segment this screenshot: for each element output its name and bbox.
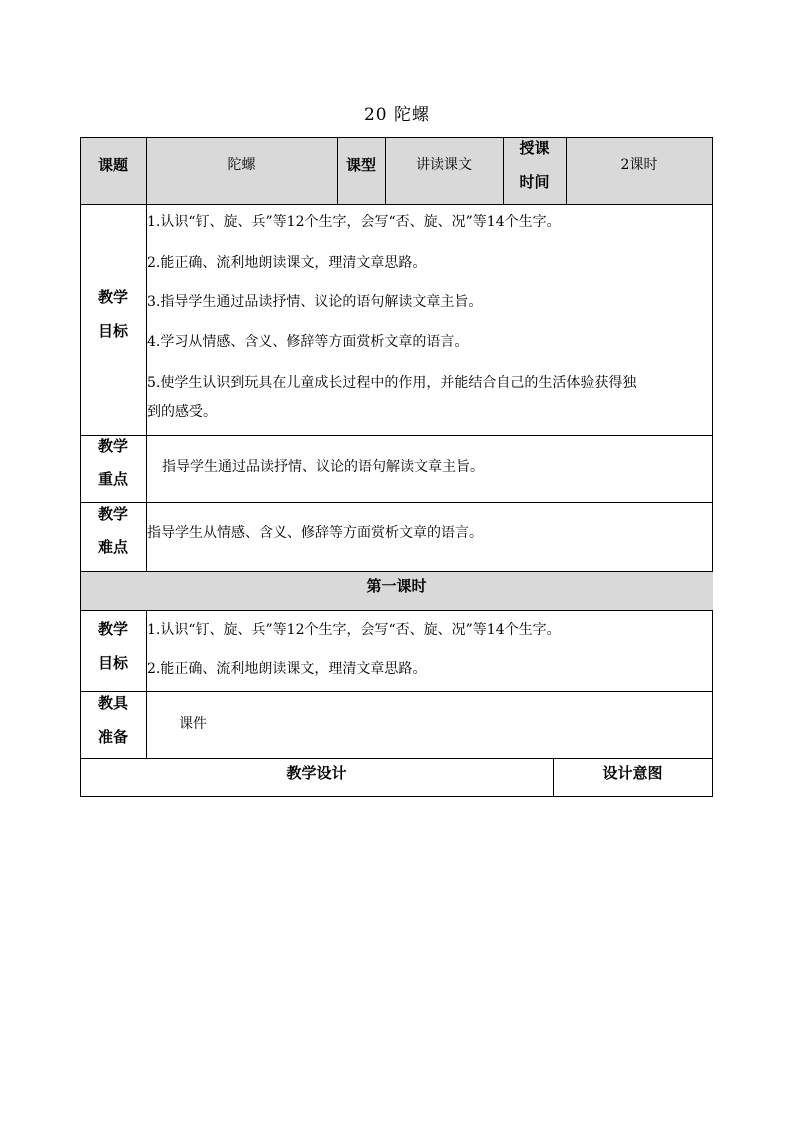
time-label-1: 授课 bbox=[519, 139, 550, 157]
difficulties-label-2: 难点 bbox=[97, 538, 128, 556]
table-border bbox=[712, 137, 713, 571]
type-label: 课型 bbox=[345, 156, 376, 174]
objective-item-2: 2.能正确、流利地朗读课文，理清文章思路。 bbox=[147, 255, 427, 271]
table-border bbox=[80, 204, 713, 205]
key-points-label-2: 重点 bbox=[97, 470, 128, 488]
lesson-objectives-label-2: 目标 bbox=[97, 654, 128, 672]
table-border bbox=[80, 502, 713, 503]
first-lesson-heading: 第一课时 bbox=[366, 577, 427, 595]
tools-value: 课件 bbox=[179, 716, 207, 732]
table-border bbox=[712, 610, 713, 797]
lesson-objective-item-1: 1.认识“钉、旋、兵”等12个生字，会写“否、旋、况”等14个生字。 bbox=[147, 622, 561, 638]
table-border bbox=[146, 137, 147, 571]
time-value: 2课时 bbox=[620, 157, 658, 173]
lesson-objective-item-2: 2.能正确、流利地朗读课文，理清文章思路。 bbox=[147, 661, 427, 677]
lesson-plan-table bbox=[80, 137, 713, 797]
objective-item-3: 3.指导学生通过品读抒情、议论的语句解读文章主旨。 bbox=[147, 294, 483, 310]
document-title: 20 陀螺 bbox=[363, 105, 431, 125]
design-intent-heading: 设计意图 bbox=[602, 764, 663, 782]
difficulties-label-1: 教学 bbox=[97, 505, 128, 523]
table-border bbox=[80, 610, 713, 611]
table-border bbox=[80, 796, 713, 797]
table-border bbox=[80, 691, 713, 692]
lesson-objectives-label-1: 教学 bbox=[97, 620, 128, 638]
tools-label-2: 准备 bbox=[97, 728, 128, 746]
objective-item-1: 1.认识“钉、旋、兵”等12个生字，会写“否、旋、况”等14个生字。 bbox=[147, 214, 561, 230]
difficulties-text: 指导学生从情感、含义、修辞等方面赏析文章的语言。 bbox=[147, 525, 483, 541]
topic-value: 陀螺 bbox=[227, 157, 256, 173]
time-label-2: 时间 bbox=[519, 173, 550, 191]
topic-label: 课题 bbox=[97, 156, 128, 174]
objective-item-4: 4.学习从情感、含义、修辞等方面赏析文章的语言。 bbox=[147, 334, 469, 350]
type-value: 讲读课文 bbox=[416, 157, 472, 173]
teaching-design-heading: 教学设计 bbox=[286, 764, 347, 782]
objectives-label-1: 教学 bbox=[97, 288, 128, 306]
objective-item-5: 5.使学生认识到玩具在儿童成长过程中的作用，并能结合自己的生活体验获得独 bbox=[147, 375, 637, 391]
objectives-label-2: 目标 bbox=[97, 322, 128, 340]
objective-item-5-cont: 到的感受。 bbox=[147, 404, 217, 420]
key-points-text: 指导学生通过品读抒情、议论的语句解读文章主旨。 bbox=[162, 459, 484, 475]
table-border bbox=[80, 435, 713, 436]
tools-label-1: 教具 bbox=[97, 694, 128, 712]
key-points-label-1: 教学 bbox=[97, 437, 128, 455]
